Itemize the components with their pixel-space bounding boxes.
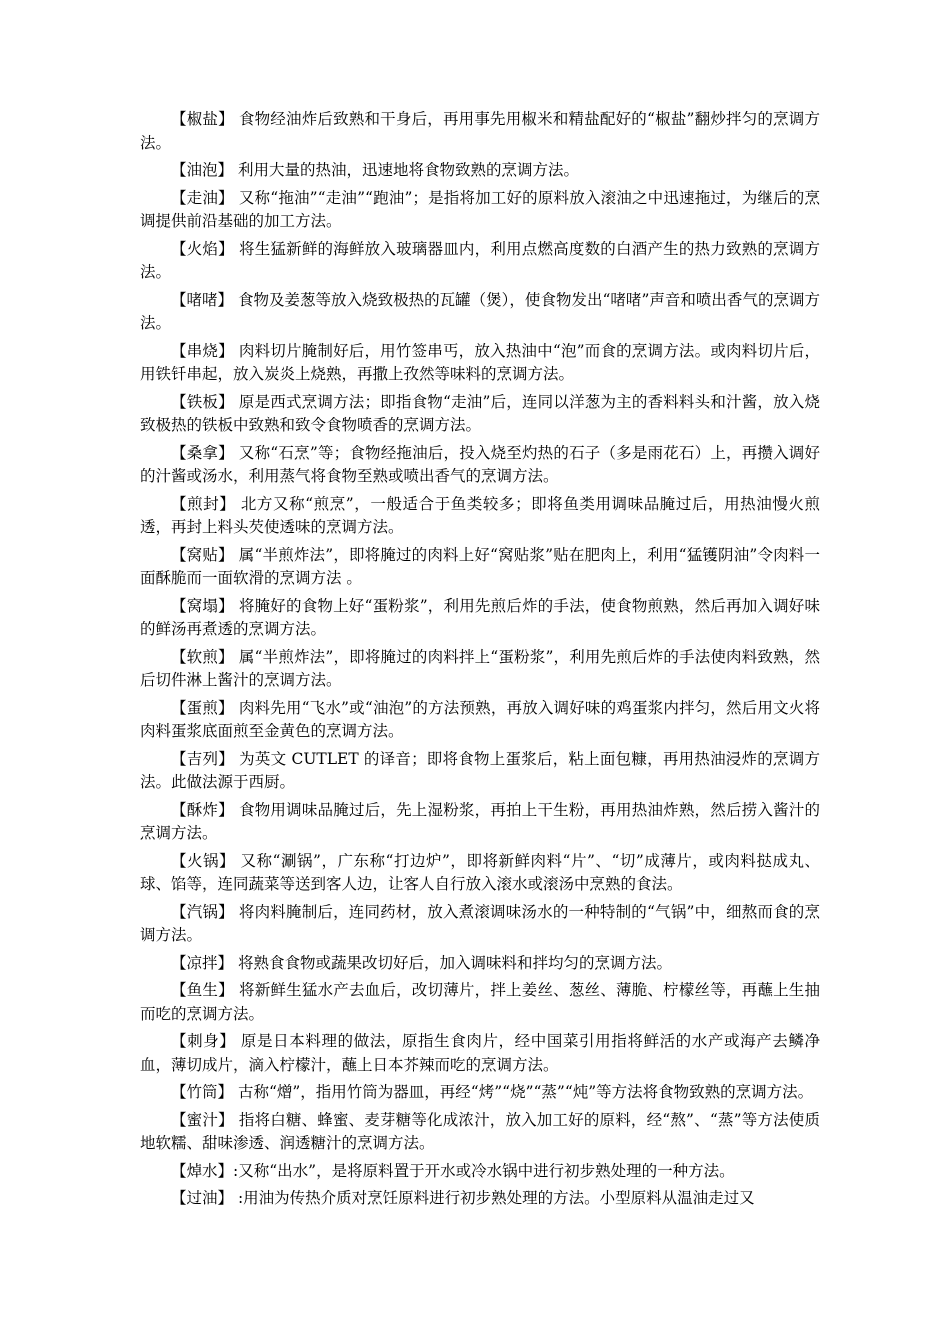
glossary-term: 【蛋煎】 xyxy=(171,698,234,717)
glossary-term: 【窝贴】 xyxy=(171,545,234,564)
glossary-entry xyxy=(140,493,820,540)
glossary-entry xyxy=(140,901,820,948)
glossary-entry xyxy=(140,952,820,976)
glossary-entry xyxy=(140,159,820,183)
glossary-term: 【串烧】 xyxy=(171,341,234,360)
glossary-definition: 原是日本料理的做法，原指生食肉片，经中国菜引用指将鲜活的水产或海产去鳞净血，薄切成片，滴入柠檬汁，蘸上日本芥辣而吃的烹调方法。 xyxy=(140,1032,820,1074)
glossary-term: 【刺身】 xyxy=(171,1032,236,1050)
glossary-definition: 又称“石烹”等；食物经拖油后，投入烧至灼热的石子（多是雨花石）上，再攒入调好的汁酱或汤水，利用蒸气将食物至熟或喷出香气的烹调方法。 xyxy=(140,443,820,485)
glossary-body xyxy=(140,108,820,1215)
glossary-definition: 利用大量的热油，迅速地将食物致熟的烹调方法。 xyxy=(233,161,579,179)
glossary-entry xyxy=(140,697,820,744)
glossary-entry xyxy=(140,646,820,693)
glossary-term: 【煎封】 xyxy=(171,494,236,513)
glossary-definition: 属“半煎炸法”，即将腌过的肉料上好“窝贴浆”贴在肥肉上，利用“猛镬阴油”令肉料一面酥脆而一面软滑的烹调方法 。 xyxy=(140,545,820,587)
glossary-term: 【酥炸】 xyxy=(171,800,234,819)
glossary-definition: 为英文 CUTLET 的译音；即将食物上蛋浆后，粘上面包糠，再用热油浸炸的烹调方法。此做法源于西厨。 xyxy=(140,749,820,791)
glossary-definition: 食物经油炸后致熟和干身后，再用事先用椒米和精盐配好的“椒盐”翻炒拌匀的烹调方法。 xyxy=(140,110,820,152)
glossary-definition: 原是西式烹调方法；即指食物“走油”后，连同以洋葱为主的香料料头和汁酱，放入烧致极热的铁板中致熟和致令食物喷香的烹调方法。 xyxy=(140,392,820,434)
glossary-term: 【软煎】 xyxy=(171,647,234,666)
glossary-term: 【火锅】 xyxy=(171,851,236,870)
glossary-term: 【油泡】 xyxy=(171,161,234,179)
glossary-entry xyxy=(140,1187,820,1211)
glossary-entry xyxy=(140,979,820,1026)
glossary-entry xyxy=(140,1109,820,1156)
glossary-entry xyxy=(140,595,820,642)
glossary-term: 【窝塌】 xyxy=(171,596,234,615)
glossary-entry xyxy=(140,108,820,155)
glossary-definition: 将腌好的食物上好“蛋粉浆”，利用先煎后炸的手法，使食物煎熟，然后再加入调好味的鲜汤再煮透的烹调方法。 xyxy=(140,596,820,638)
glossary-definition: 食物及姜葱等放入烧致极热的瓦罐（煲），使食物发出“啫啫”声音和喷出香气的烹调方法。 xyxy=(140,290,820,332)
glossary-definition: 指将白糖、蜂蜜、麦芽糖等化成浓汁，放入加工好的原料，经“熬”、“蒸”等方法使质地软糯、甜味渗透、润透糖汁的烹调方法。 xyxy=(140,1110,820,1152)
glossary-term: 【火焰】 xyxy=(171,239,234,258)
glossary-definition: :用油为传热介质对烹饪原料进行初步熟处理的方法。小型原料从温油走过又 xyxy=(233,1189,755,1207)
glossary-term: 【鱼生】 xyxy=(171,981,234,999)
glossary-definition: 肉料切片腌制好后，用竹签串丐，放入热油中“泡”而食的烹调方法。或肉料切片后，用铁钎串起，放入炭炎上烧熟，再撒上孜然等味料的烹调方法。 xyxy=(140,341,820,383)
glossary-definition: :又称“出水”，是将原料置于开水或冷水锅中进行初步熟处理的一种方法。 xyxy=(233,1161,735,1180)
glossary-entry xyxy=(140,391,820,438)
glossary-term: 【走油】 xyxy=(171,188,234,207)
glossary-definition: 北方又称“煎烹”，一般适合于鱼类较多；即将鱼类用调味品腌过后，用热油慢火煎透，再封上料头芡使透味的烹调方法。 xyxy=(140,494,820,536)
glossary-entry xyxy=(140,340,820,387)
glossary-definition: 将新鲜生猛水产去血后，改切薄片，拌上姜丝、葱丝、薄脆、柠檬丝等，再蘸上生抽而吃的烹调方法。 xyxy=(140,981,820,1023)
glossary-term: 【吉列】 xyxy=(171,749,234,768)
glossary-entry xyxy=(140,748,820,795)
glossary-term: 【椒盐】 xyxy=(171,110,234,128)
glossary-entry xyxy=(140,544,820,591)
glossary-term: 【凉拌】 xyxy=(171,953,234,972)
glossary-entry xyxy=(140,1081,820,1105)
glossary-definition: 食物用调味品腌过后，先上湿粉浆，再拍上干生粉，再用热油炸熟，然后捞入酱汁的烹调方法。 xyxy=(140,800,820,842)
glossary-entry xyxy=(140,187,820,234)
glossary-definition: 属“半煎炸法”，即将腌过的肉料拌上“蛋粉浆”，利用先煎后炸的手法使肉料致熟，然后切件淋上酱汁的烹调方法。 xyxy=(140,647,820,689)
glossary-entry xyxy=(140,1160,820,1184)
glossary-term: 【蜜汁】 xyxy=(171,1110,234,1129)
glossary-term: 【铁板】 xyxy=(171,392,234,411)
glossary-entry xyxy=(140,238,820,285)
glossary-entry xyxy=(140,799,820,846)
glossary-term: 【竹筒】 xyxy=(171,1083,234,1101)
glossary-definition: 肉料先用“飞水”或“油泡”的方法预熟，再放入调好味的鸡蛋浆内拌匀，然后用文火将肉料蛋浆底面煎至金黄色的烹调方法。 xyxy=(140,698,820,740)
glossary-definition: 将肉料腌制后，连同药材，放入煮滚调味汤水的一种特制的“气锅”中，细熬而食的烹调方法。 xyxy=(140,902,820,944)
glossary-definition: 又称“涮锅”，广东称“打边炉”，即将新鲜肉料“片”、“切”成薄片，或肉料挞成丸、球、馅等，连同蔬菜等送到客人边，让客人自行放入滚水或滚汤中烹熟的食法。 xyxy=(140,851,820,893)
glossary-definition: 又称“拖油”“走油”“跑油”；是指将加工好的原料放入滚油之中迅速拖过，为继后的烹调提供前沿基础的加工方法。 xyxy=(140,188,820,230)
glossary-definition: 古称“熷”，指用竹筒为器皿，再经“烤”“烧”“蒸”“炖”等方法将食物致熟的烹调方法。 xyxy=(233,1083,814,1101)
glossary-definition: 将熟食食物或蔬果改切好后，加入调味料和拌均匀的烹调方法。 xyxy=(233,953,672,972)
glossary-term: 【啫啫】 xyxy=(171,290,234,309)
glossary-entry xyxy=(140,442,820,489)
glossary-entry xyxy=(140,1030,820,1077)
glossary-entry xyxy=(140,850,820,897)
glossary-term: 【汽锅】 xyxy=(171,902,234,921)
glossary-term: 【过油】 xyxy=(171,1189,234,1207)
glossary-entry xyxy=(140,289,820,336)
glossary-term: 【焯水】 xyxy=(171,1161,234,1180)
glossary-definition: 将生猛新鲜的海鲜放入玻璃器皿内，利用点燃高度数的白酒产生的热力致熟的烹调方法。 xyxy=(140,239,820,281)
glossary-term: 【桑拿】 xyxy=(171,443,234,462)
